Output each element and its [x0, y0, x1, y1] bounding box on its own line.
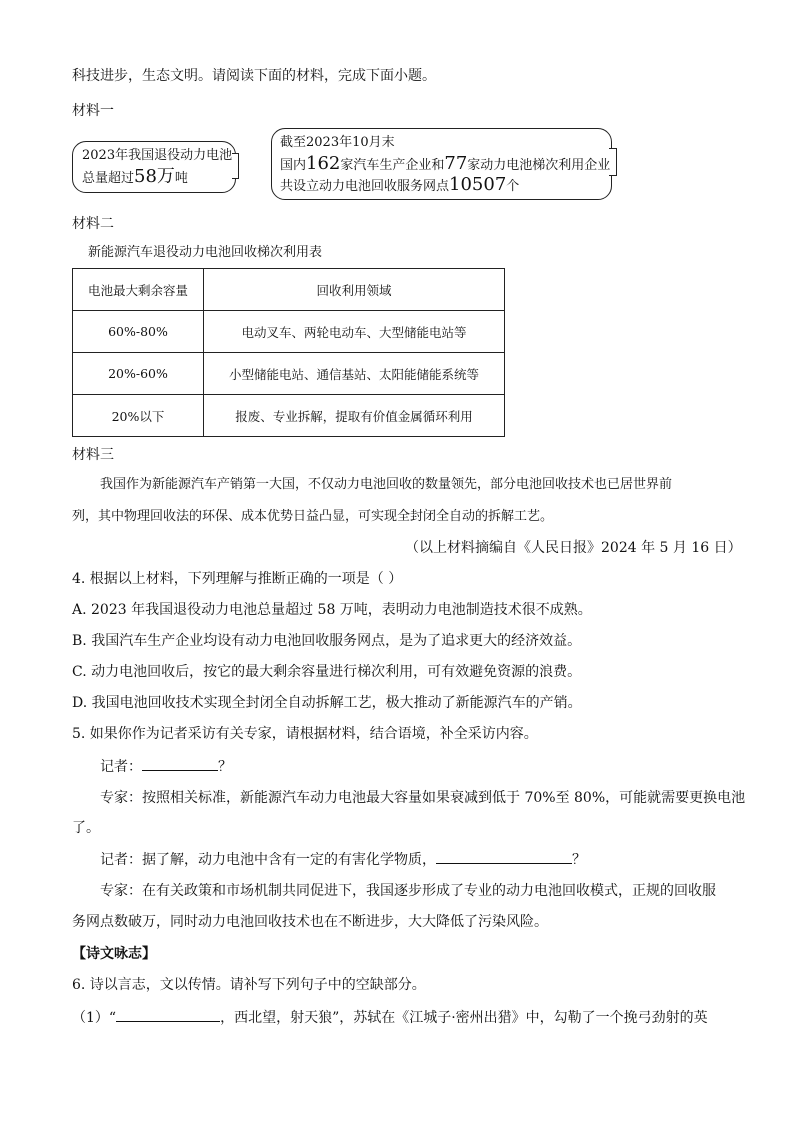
battery1-line1: 2023年我国退役动力电池	[82, 148, 233, 163]
q5-expert-line-1: 专家：按照相关标准，新能源汽车动力电池最大容量如果衰减到低于 70%至 80%，可能就需要更换电池	[100, 790, 746, 806]
table-header-row	[73, 269, 505, 311]
material3-label: 材料三	[72, 447, 114, 463]
q4-option-b: B. 我国汽车生产企业均设有动力电池回收服务网点，是为了追求更大的经济效益。	[72, 633, 582, 649]
material3-line1: 我国作为新能源汽车产销第一大国，不仅动力电池回收的数量领先，部分电池回收技术也已居世界前	[100, 477, 673, 492]
table-cell: 小型储能电站、通信基站、太阳能储能系统等	[204, 353, 505, 395]
table-caption: 新能源汽车退役动力电池回收梯次利用表	[88, 245, 323, 260]
material3-line2: 列，其中物理回收法的环保、成本优势日益凸显，可实现全封闭全自动的拆解工艺。	[72, 509, 554, 524]
q5-expert-line-2: 专家：在有关政策和市场机制共同促进下，我国逐步形成了专业的动力电池回收模式，正规的回收服	[100, 883, 716, 899]
material1-label: 材料一	[72, 103, 114, 119]
answer-blank[interactable]	[142, 756, 218, 771]
battery2-line1: 截至2023年10月末	[280, 135, 395, 150]
material-source: （以上材料摘编自《人民日报》2024 年 5 月 16 日）	[405, 540, 742, 556]
battery2-line2: 国内162家汽车生产企业和77家动力电池梯次利用企业	[280, 153, 611, 174]
q6-item-1: （1）“ ，西北望，射天狼”，苏轼在《江城子·密州出猎》中，勾勒了一个挽弓劲射的英	[72, 1007, 708, 1028]
q4-option-d: D. 我国电池回收技术实现全封闭全自动拆解工艺，极大推动了新能源汽车的产销。	[72, 695, 582, 711]
table-cell: 电动叉车、两轮电动车、大型储能电站等	[204, 311, 505, 353]
q5-stem: 5. 如果你作为记者采访有关专家，请根据材料，结合语境，补全采访内容。	[72, 726, 538, 742]
section-heading: 【诗文咏志】	[72, 946, 156, 962]
intro-text: 科技进步，生态文明。请阅读下面的材料，完成下面小题。	[72, 68, 436, 84]
answer-blank[interactable]	[436, 849, 572, 864]
table-cell: 20%-60%	[73, 353, 204, 395]
table-row	[73, 311, 505, 353]
q4-stem: 4. 根据以上材料，下列理解与推断正确的一项是（ ）	[72, 571, 403, 587]
battery1-line2: 总量超过58万吨	[82, 166, 188, 187]
battery2-line3: 共设立动力电池回收服务网点10507个	[280, 174, 520, 195]
q5-reporter-line-2: 记者：据了解，动力电池中含有一定的有害化学物质， ？	[100, 849, 586, 870]
q5-expert-line-2-cont: 务网点数破万，同时动力电池回收技术也在不断进步，大大降低了污染风险。	[72, 914, 548, 930]
recycling-table	[72, 268, 505, 437]
material2-label: 材料二	[72, 216, 114, 232]
table-header-cell: 回收利用领域	[204, 269, 505, 311]
table-row	[73, 395, 505, 437]
answer-blank[interactable]	[116, 1007, 220, 1022]
q4-option-a: A. 2023 年我国退役动力电池总量超过 58 万吨，表明动力电池制造技术很不成熟。	[72, 602, 592, 618]
q6-stem: 6. 诗以言志，文以传情。请补写下列句子中的空缺部分。	[72, 977, 426, 993]
q4-option-c: C. 动力电池回收后，按它的最大剩余容量进行梯次利用，可有效避免资源的浪费。	[72, 664, 582, 680]
table-row	[73, 353, 505, 395]
table-header-cell: 电池最大剩余容量	[73, 269, 204, 311]
table-cell: 20%以下	[73, 395, 204, 437]
table-cell: 60%-80%	[73, 311, 204, 353]
q5-reporter-line-1: 记者： ？	[100, 756, 232, 777]
q5-expert-line-1-cont: 了。	[72, 820, 100, 836]
table-cell: 报废、专业拆解，提取有价值金属循环利用	[204, 395, 505, 437]
